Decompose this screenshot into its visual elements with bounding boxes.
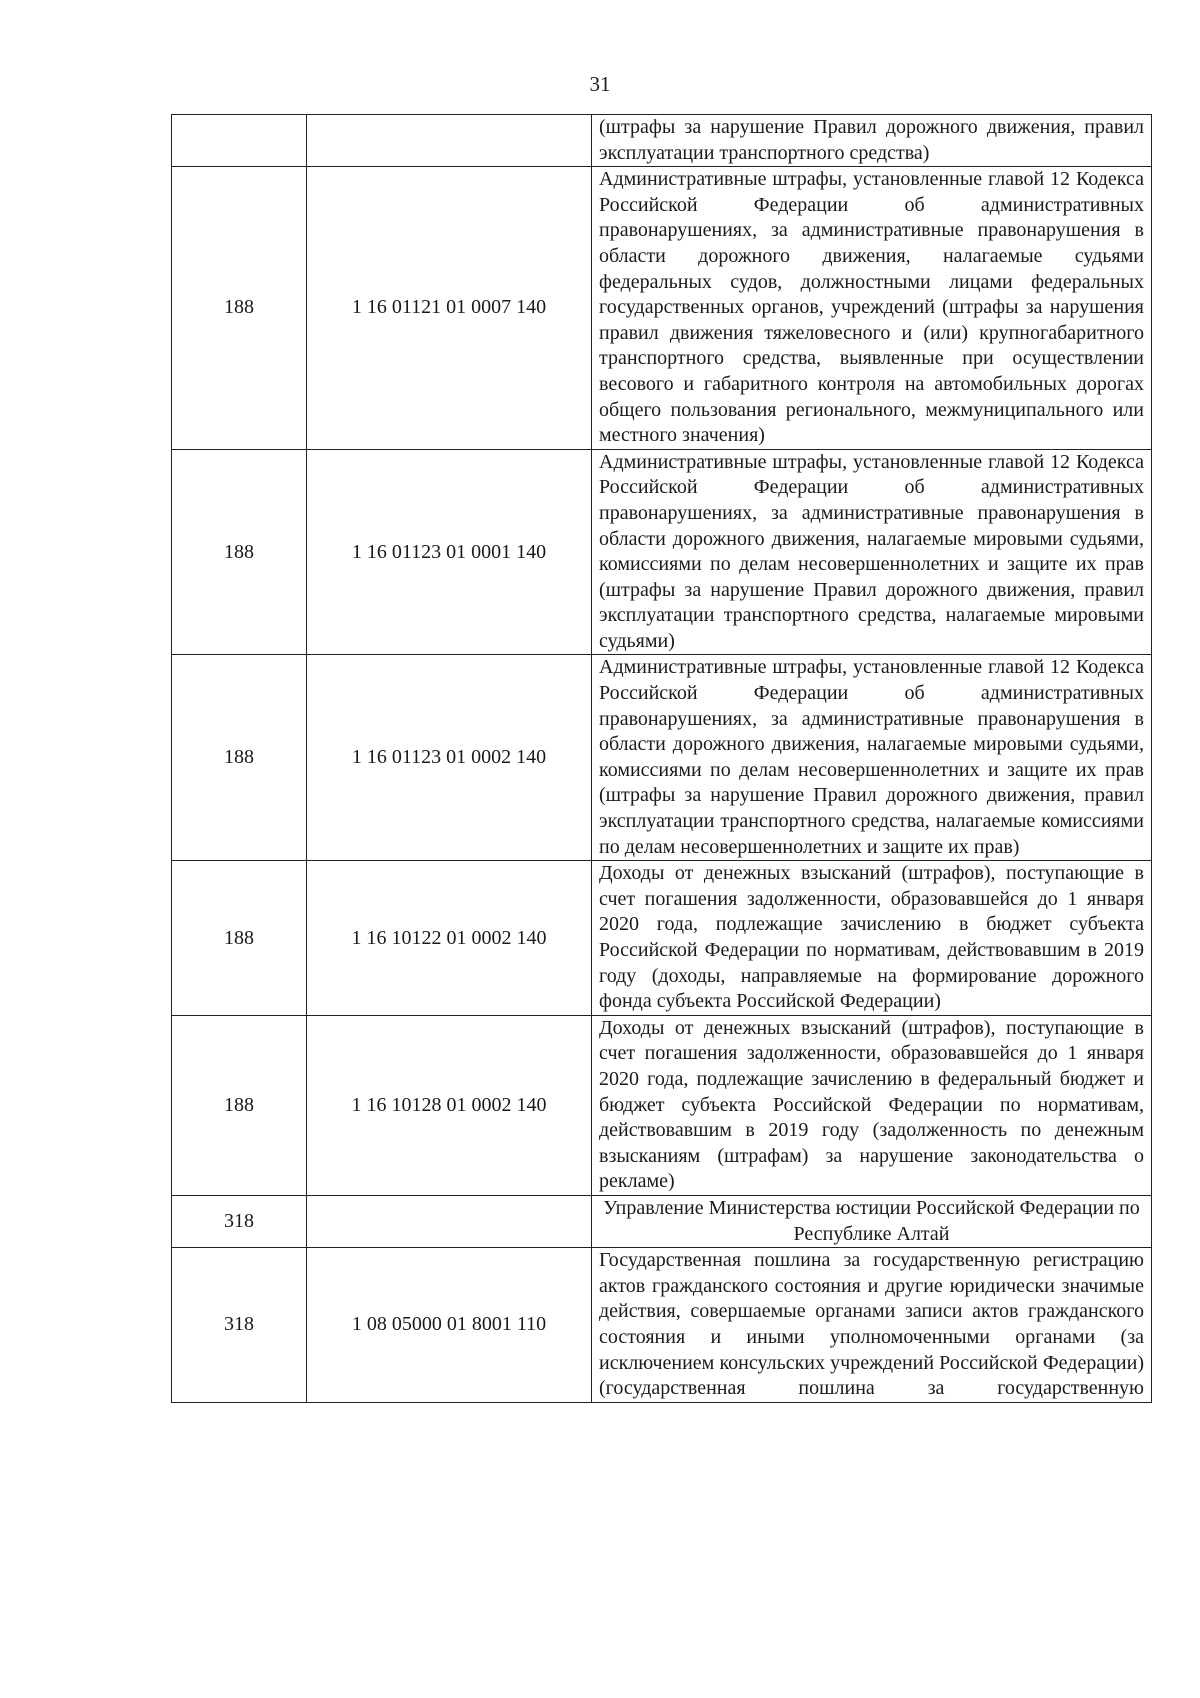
kbk-cell: 1 16 01123 01 0002 140 (307, 655, 592, 861)
table-row (172, 1195, 1152, 1247)
admin-code-cell: 188 (172, 449, 307, 655)
description-cell: Административные штрафы, установленные главой 12 Кодекса Российской Федерации об административных правонарушениях, за административные правонарушения в области дорожного движения, налагаемые судьями федеральных судов, должностными лицами федеральных государственных органов, учреждений (штрафы за нарушения правил движения тяжеловесного и (или) крупногабаритного транспортного средства, выявленные при осуществлении весового и габаритного контроля на автомобильных дорогах общего пользования регионального, межмуниципального или местного значения) (592, 167, 1152, 450)
kbk-cell: 1 16 01123 01 0001 140 (307, 449, 592, 655)
kbk-cell: 1 16 10128 01 0002 140 (307, 1015, 592, 1195)
description-cell: Административные штрафы, установленные главой 12 Кодекса Российской Федерации об административных правонарушениях, за административные правонарушения в области дорожного движения, налагаемые мировыми судьями, комиссиями по делам несовершеннолетних и защите их прав (штрафы за нарушение Правил дорожного движения, правил эксплуатации транспортного средства, налагаемые комиссиями по делам несовершеннолетних и защите их прав) (592, 655, 1152, 861)
admin-code-cell: 188 (172, 655, 307, 861)
revenue-codes-table (171, 114, 1152, 1403)
description-cell: (штрафы за нарушение Правил дорожного движения, правил эксплуатации транспортного средства) (592, 115, 1152, 167)
admin-code-cell: 318 (172, 1195, 307, 1247)
table-row (172, 167, 1152, 450)
department-heading-cell: Управление Министерства юстиции Российской Федерации по Республике Алтай (592, 1195, 1152, 1247)
description-cell: Административные штрафы, установленные главой 12 Кодекса Российской Федерации об административных правонарушениях, за административные правонарушения в области дорожного движения, налагаемые мировыми судьями, комиссиями по делам несовершеннолетних и защите их прав (штрафы за нарушение Правил дорожного движения, правил эксплуатации транспортного средства, налагаемые мировыми судьями) (592, 449, 1152, 655)
description-cell: Государственная пошлина за государственную регистрацию актов гражданского состояния и другие юридически значимые действия, совершаемые органами записи актов гражданского состояния и иными уполномоченными органами (за исключением консульских учреждений Российской Федерации) (государственная пошлина за государственную (592, 1248, 1152, 1403)
table-row (172, 115, 1152, 167)
page-number: 31 (589, 72, 611, 96)
admin-code-cell: 188 (172, 1015, 307, 1195)
table-row (172, 1015, 1152, 1195)
admin-code-cell: 188 (172, 167, 307, 450)
kbk-cell: 1 16 10122 01 0002 140 (307, 861, 592, 1016)
table-row (172, 861, 1152, 1016)
description-cell: Доходы от денежных взысканий (штрафов), поступающие в счет погашения задолженности, образовавшейся до 1 января 2020 года, подлежащие зачислению в федеральный бюджет и бюджет субъекта Российской Федерации по нормативам, действовавшим в 2019 году (задолженность по денежным взысканиям (штрафам) за нарушение законодательства о рекламе) (592, 1015, 1152, 1195)
table-row (172, 449, 1152, 655)
kbk-cell: 1 16 01121 01 0007 140 (307, 167, 592, 450)
description-cell: Доходы от денежных взысканий (штрафов), поступающие в счет погашения задолженности, образовавшейся до 1 января 2020 года, подлежащие зачислению в бюджет субъекта Российской Федерации по нормативам, действовавшим в 2019 году (доходы, направляемые на формирование дорожного фонда субъекта Российской Федерации) (592, 861, 1152, 1016)
admin-code-cell: 318 (172, 1248, 307, 1403)
admin-code-cell: 188 (172, 861, 307, 1016)
table-row (172, 1248, 1152, 1403)
kbk-cell: 1 08 05000 01 8001 110 (307, 1248, 592, 1403)
kbk-cell (307, 1195, 592, 1247)
table-row (172, 655, 1152, 861)
admin-code-cell (172, 115, 307, 167)
kbk-cell (307, 115, 592, 167)
